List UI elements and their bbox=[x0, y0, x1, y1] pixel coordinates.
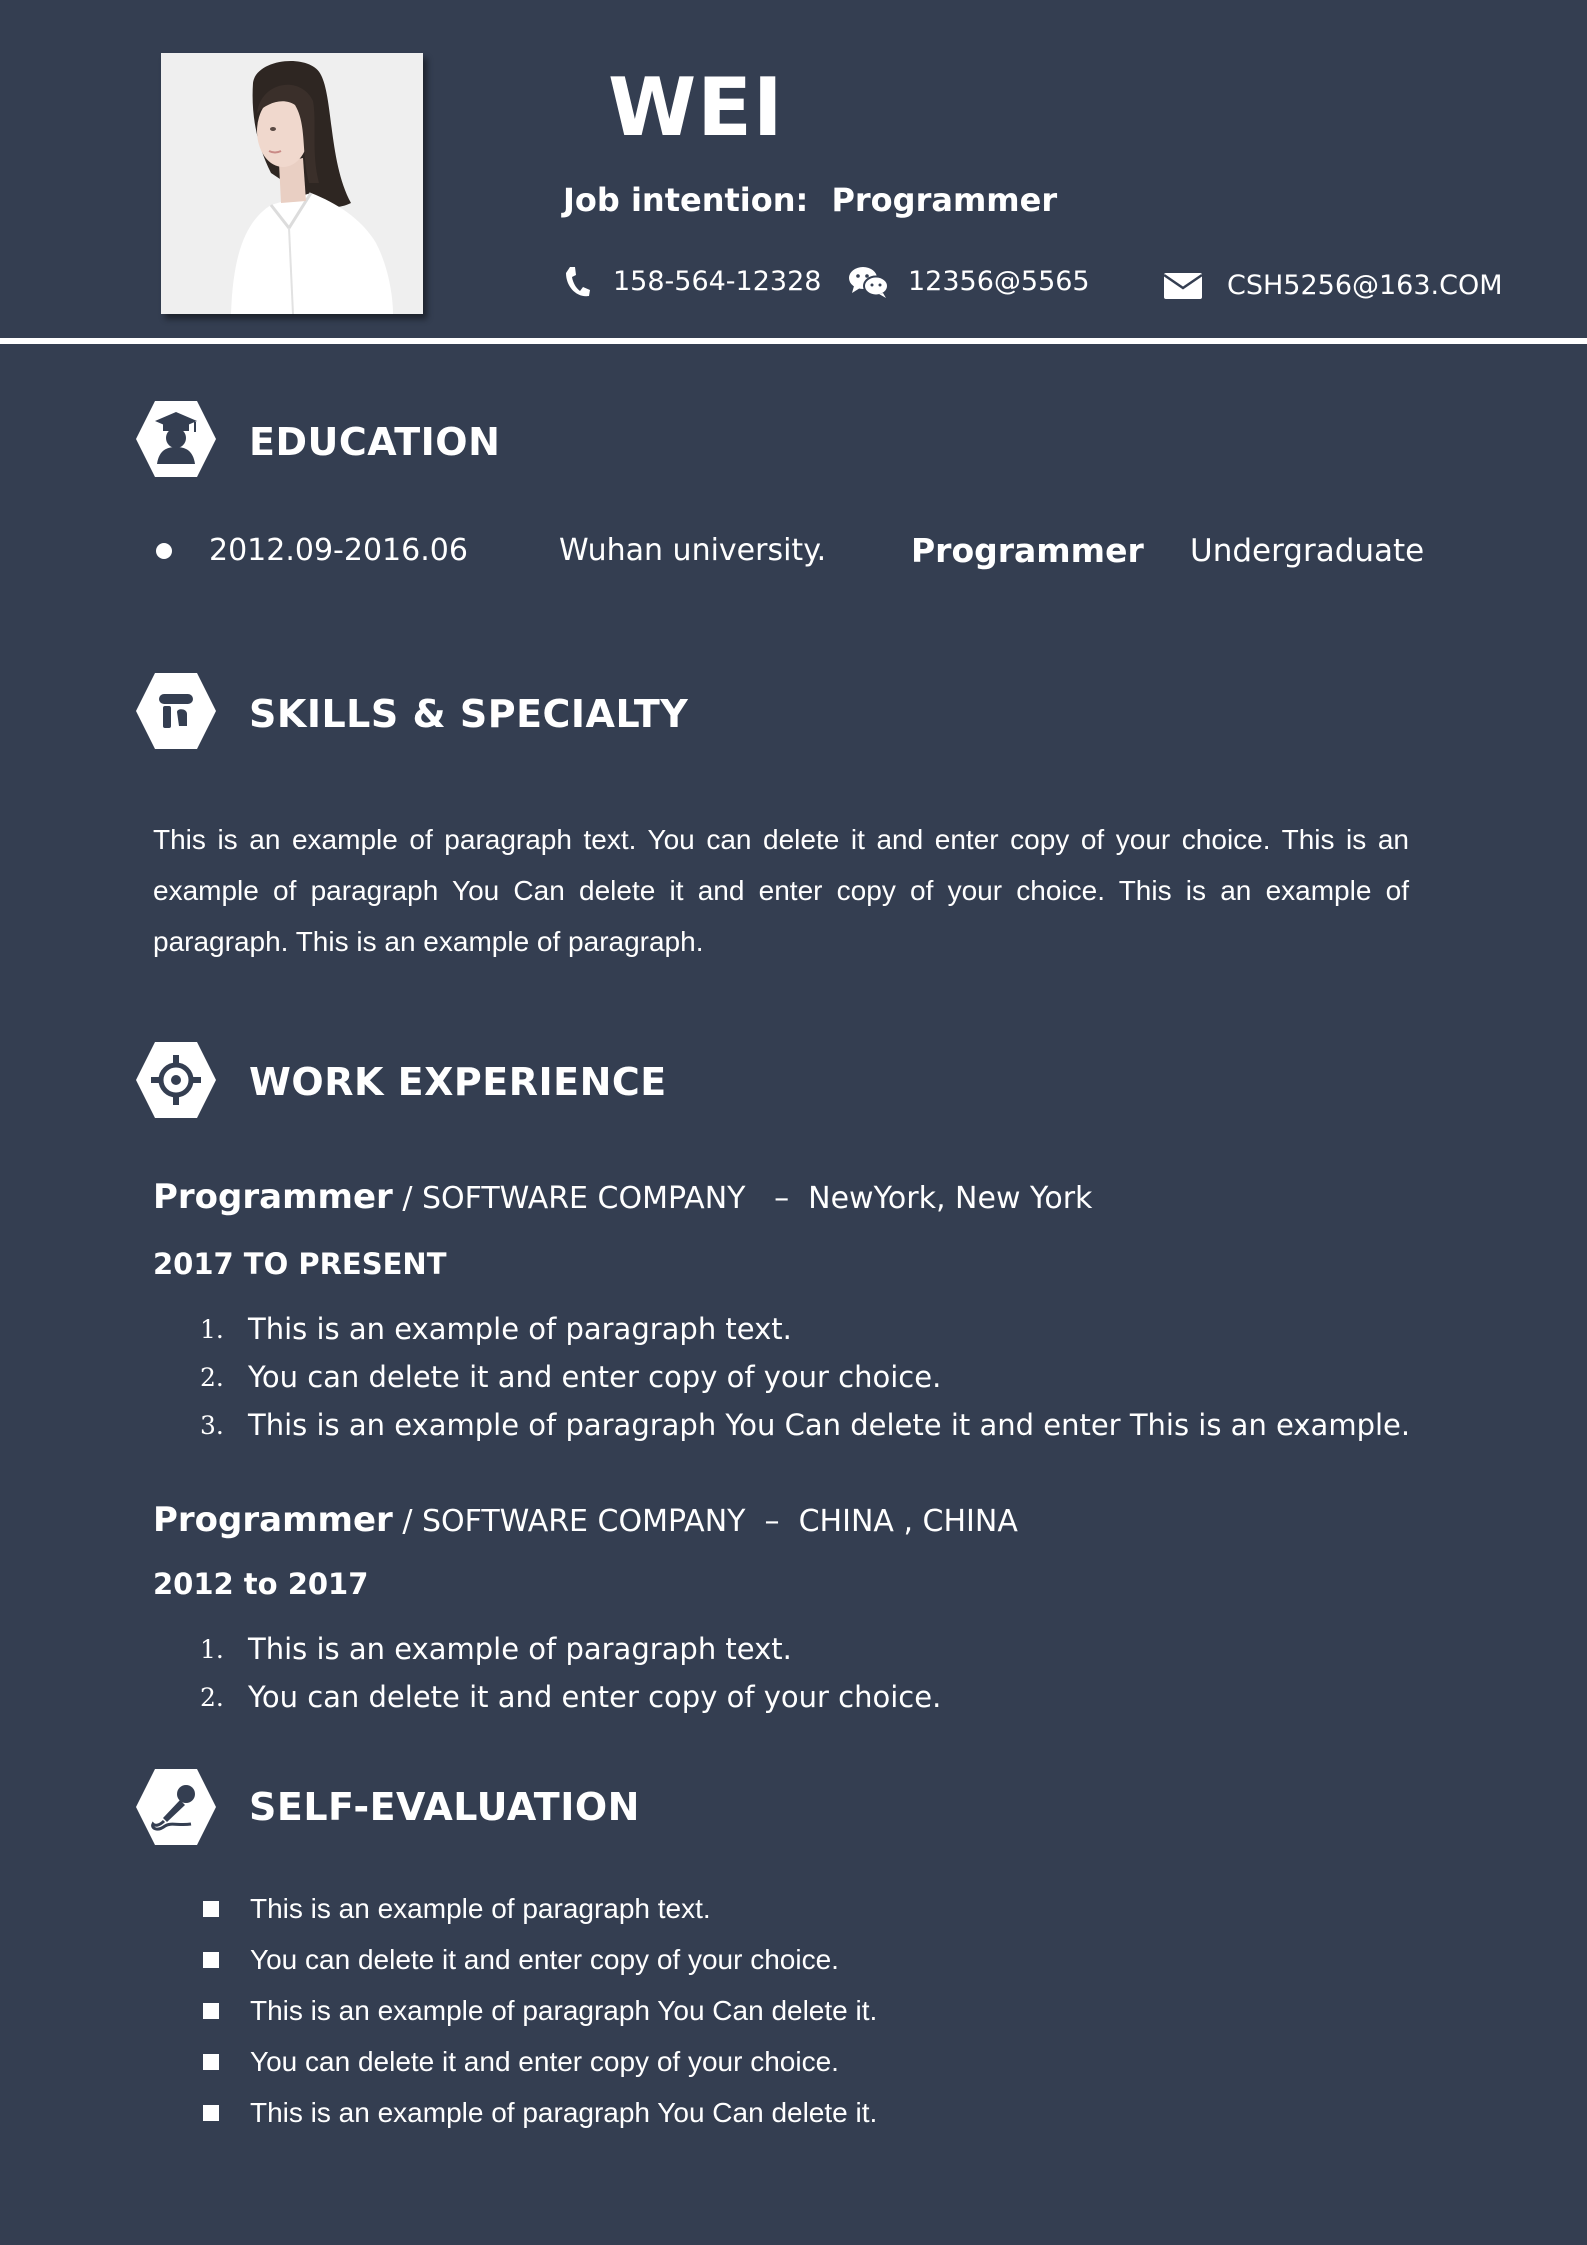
job-2-period: 2012 to 2017 bbox=[153, 1567, 369, 1601]
list-item: This is an example of paragraph You Can delete it. bbox=[203, 2087, 877, 2138]
job-2-duties bbox=[200, 1625, 941, 1721]
list-item: 1. This is an example of paragraph text. bbox=[200, 1632, 792, 1666]
profile-photo bbox=[161, 53, 423, 314]
header-divider bbox=[0, 338, 1587, 344]
list-item: This is an example of paragraph You Can delete it. bbox=[203, 1985, 877, 2036]
email-contact bbox=[1163, 266, 1503, 306]
square-bullet-icon bbox=[203, 1952, 219, 1968]
microphone-icon bbox=[135, 1766, 217, 1848]
phone-contact bbox=[561, 262, 821, 302]
list-item: 1. This is an example of paragraph text. bbox=[200, 1312, 792, 1346]
phone-number: 158-564-12328 bbox=[613, 266, 822, 297]
job-intention-value: Programmer bbox=[831, 181, 1058, 219]
job-2-heading bbox=[153, 1499, 1018, 1543]
education-school: Wuhan university. bbox=[559, 533, 827, 568]
education-major: Programmer bbox=[911, 531, 1144, 570]
list-item: This is an example of paragraph text. bbox=[203, 1883, 877, 1934]
target-icon bbox=[135, 1039, 217, 1121]
job-1-company: / SOFTWARE COMPANY – NewYork, New York bbox=[392, 1181, 1093, 1216]
candidate-name: WEI bbox=[608, 61, 784, 154]
skills-paragraph: This is an example of paragraph text. You can delete it and enter copy of your choice. This is an example of paragraph You Can delete it and enter copy of your choice. This is an example of paragraph. This is an example of paragraph. bbox=[153, 824, 1409, 957]
education-title: EDUCATION bbox=[249, 420, 501, 464]
skills-title: SKILLS & SPECIALTY bbox=[249, 692, 689, 736]
envelope-icon bbox=[1163, 271, 1203, 301]
square-bullet-icon bbox=[203, 2054, 219, 2070]
job-intention-label: Job intention: bbox=[563, 181, 809, 219]
self-eval-title: SELF-EVALUATION bbox=[249, 1785, 640, 1829]
list-item: You can delete it and enter copy of your choice. bbox=[203, 1934, 877, 1985]
stamp-icon bbox=[135, 670, 217, 752]
job-1-title: Programmer bbox=[153, 1177, 393, 1217]
education-degree: Undergraduate bbox=[1190, 533, 1425, 569]
list-item: You can delete it and enter copy of your choice. bbox=[203, 2036, 877, 2087]
list-item: 3. This is an example of paragraph You Can delete it and enter This is an example. bbox=[200, 1408, 1411, 1442]
self-eval-list bbox=[203, 1883, 877, 2138]
education-bullet bbox=[156, 543, 172, 559]
wechat-id: 12356@5565 bbox=[908, 266, 1090, 297]
phone-icon bbox=[561, 265, 595, 299]
square-bullet-icon bbox=[203, 2003, 219, 2019]
wechat-icon bbox=[848, 265, 890, 299]
list-item: 2. You can delete it and enter copy of your choice. bbox=[200, 1680, 942, 1714]
square-bullet-icon bbox=[203, 2105, 219, 2121]
email-address: CSH5256@163.COM bbox=[1227, 270, 1503, 301]
job-2-title: Programmer bbox=[153, 1500, 393, 1540]
list-item: 2. You can delete it and enter copy of your choice. bbox=[200, 1360, 942, 1394]
job-intention bbox=[563, 178, 1057, 222]
graduate-icon bbox=[135, 398, 217, 480]
work-title: WORK EXPERIENCE bbox=[249, 1060, 667, 1104]
job-2-company: / SOFTWARE COMPANY – CHINA , CHINA bbox=[392, 1504, 1018, 1539]
education-period: 2012.09-2016.06 bbox=[209, 533, 468, 568]
job-1-period: 2017 TO PRESENT bbox=[153, 1247, 447, 1281]
job-1-duties bbox=[200, 1305, 1410, 1449]
job-1-heading bbox=[153, 1176, 1092, 1220]
wechat-contact bbox=[848, 262, 1090, 302]
square-bullet-icon bbox=[203, 1901, 219, 1917]
